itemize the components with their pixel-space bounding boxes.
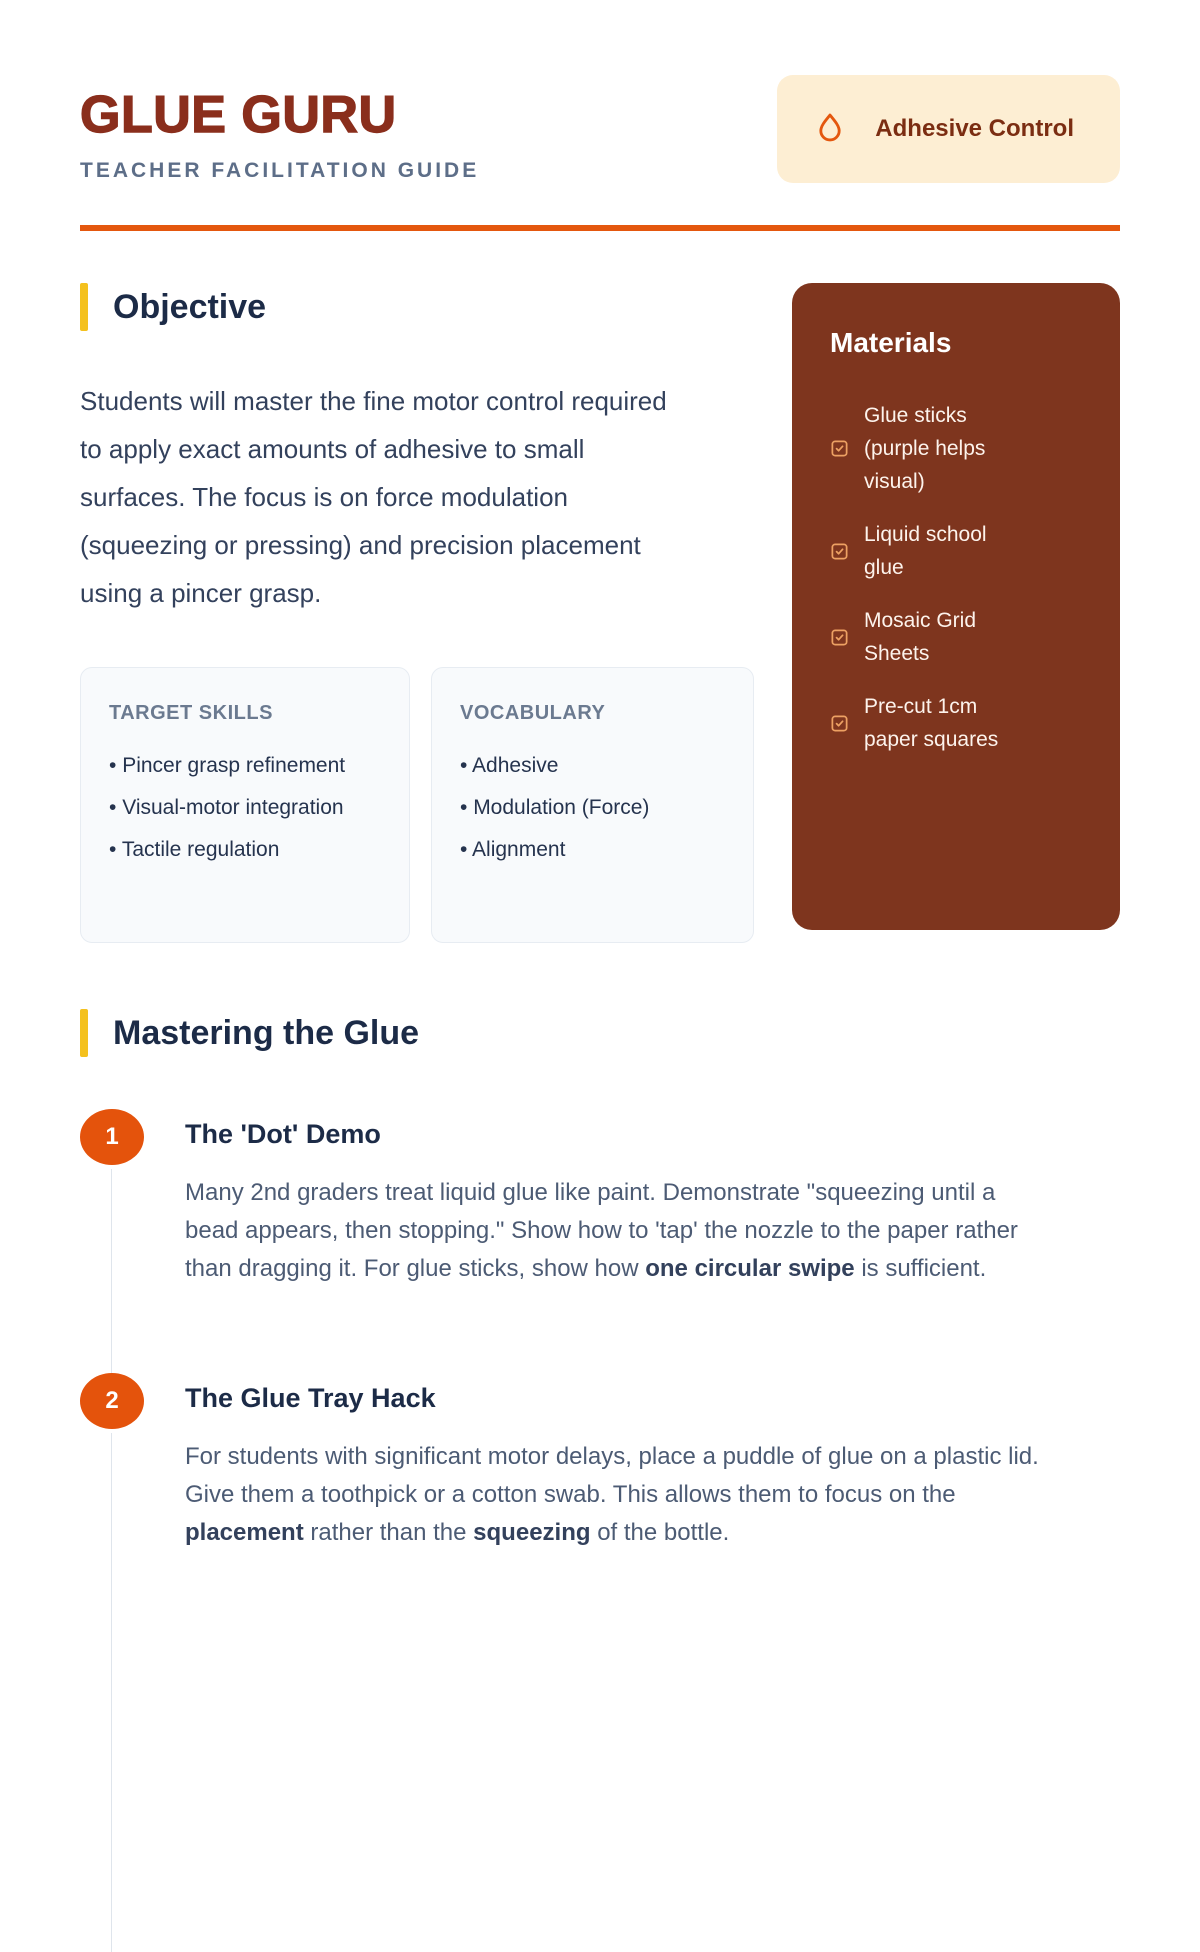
info-cards: [80, 667, 755, 943]
material-label: Liquid school glue: [864, 523, 987, 579]
page-title: GLUE GURU: [80, 86, 397, 144]
materials-title: Materials: [830, 327, 952, 358]
step-item: [80, 1373, 1120, 1552]
step-item: [80, 1109, 1120, 1288]
droplet-icon: [811, 110, 849, 148]
material-item: [830, 399, 1082, 498]
brand-block: [80, 75, 479, 183]
step-connector-line: [111, 1433, 112, 1952]
material-label: Mosaic Grid Sheets: [864, 609, 977, 665]
materials-list: [830, 399, 1082, 756]
heading-accent-bar: [80, 283, 88, 331]
adhesive-control-badge: [777, 75, 1120, 183]
heading-accent-bar: [80, 1009, 88, 1057]
material-item: [830, 518, 1082, 584]
card-bullet-list: [460, 749, 705, 866]
step-number-badge: 1: [80, 1109, 144, 1165]
material-label: Pre-cut 1cm paper squares: [864, 695, 999, 751]
step-body: Many 2nd graders treat liquid glue like paint. Demonstrate "squeezing until a bead appears, then stopping." Show how to 'tap' the nozzle to the paper rather than dragging it. For glue sticks, show how one circular swipe is sufficient.: [185, 1179, 1018, 1282]
check-square-icon: [830, 628, 849, 647]
card-heading: VOCABULARY: [460, 702, 606, 724]
card-heading: TARGET SKILLS: [109, 702, 273, 724]
material-item: [830, 690, 1082, 756]
objective-column: [80, 283, 755, 943]
bullet-item: • Tactile regulation: [109, 833, 354, 866]
step-title: The Glue Tray Hack: [185, 1383, 436, 1413]
step-connector-line: [111, 1169, 112, 1373]
objective-title: Objective: [113, 287, 267, 326]
steps-list: [80, 1109, 1120, 1552]
main-area: [80, 283, 1120, 943]
info-card: [80, 667, 410, 943]
materials-panel: [792, 283, 1120, 930]
bullet-item: • Adhesive: [460, 749, 705, 782]
bullet-item: • Visual-motor integration: [109, 791, 354, 824]
card-bullet-list: [109, 749, 354, 866]
info-card: [431, 667, 754, 943]
bullet-item: • Alignment: [460, 833, 705, 866]
page-subtitle: TEACHER FACILITATION GUIDE: [80, 159, 480, 182]
bullet-item: • Modulation (Force): [460, 791, 705, 824]
material-label: Glue sticks (purple helps visual): [864, 404, 986, 493]
objective-body: Students will master the fine motor control required to apply exact amounts of adhesive to small surfaces. The focus is on force modulation (squeezing or pressing) and precision placement using a pincer grasp.: [80, 386, 667, 608]
check-square-icon: [830, 439, 849, 458]
mastering-heading: [80, 1009, 1120, 1057]
step-body: For students with significant motor delays, place a puddle of glue on a plastic lid. Give them a toothpick or a cotton swab. This allows them to focus on the placement rather than the squeezing of the bottle.: [185, 1443, 1039, 1546]
objective-heading: [80, 283, 755, 331]
bullet-item: • Pincer grasp refinement: [109, 749, 354, 782]
check-square-icon: [830, 714, 849, 733]
material-item: [830, 604, 1082, 670]
badge-label: Adhesive Control: [875, 115, 1074, 142]
mastering-title: Mastering the Glue: [113, 1013, 420, 1052]
check-square-icon: [830, 542, 849, 561]
step-number-badge: 2: [80, 1373, 144, 1429]
header-divider: [80, 225, 1120, 231]
step-title: The 'Dot' Demo: [185, 1119, 381, 1149]
header: [80, 0, 1120, 183]
